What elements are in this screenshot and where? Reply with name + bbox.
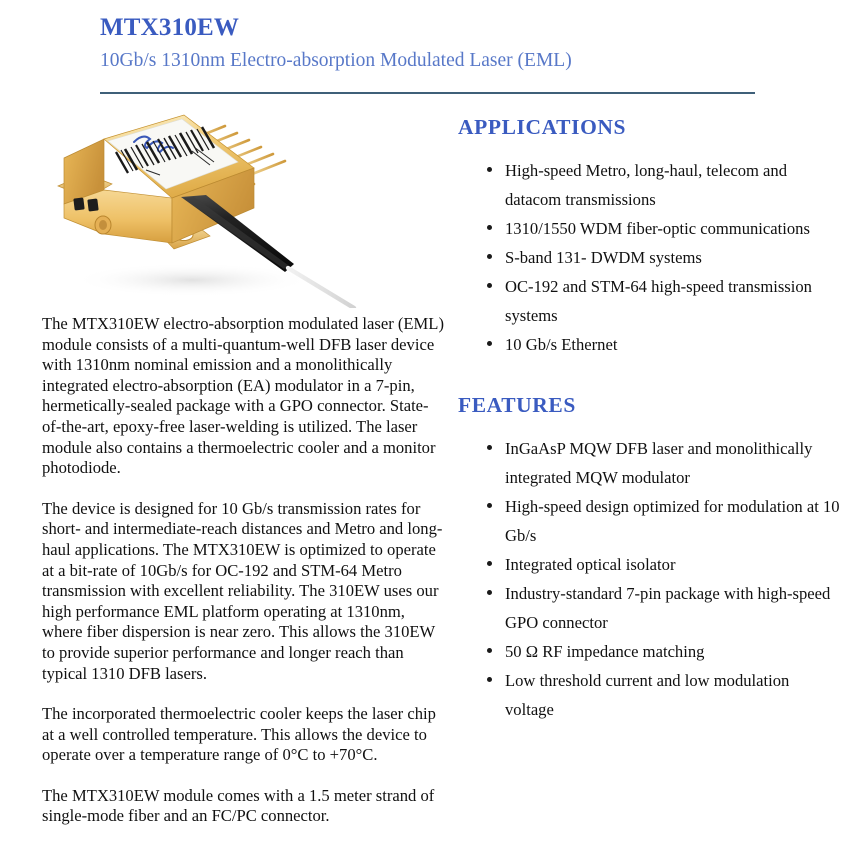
list-item-label: Integrated optical isolator	[505, 555, 676, 574]
list-item	[458, 666, 840, 724]
bullet-icon	[487, 225, 492, 230]
bullet-icon	[487, 503, 492, 508]
features-section	[458, 393, 840, 724]
laser-module-illustration	[42, 112, 382, 308]
body-paragraph: The incorporated thermoelectric cooler keeps the laser chip at a well controlled temperature. This allows the device to operate over a temperature range of 0°C to +70°C.	[42, 704, 436, 765]
bullet-icon	[487, 167, 492, 172]
list-item-label: High-speed design optimized for modulation at 10 Gb/s	[505, 497, 840, 545]
page-subtitle: 10Gb/s 1310nm Electro-absorption Modulated Laser (EML)	[100, 49, 572, 71]
bullet-icon	[487, 341, 492, 346]
right-column	[458, 115, 840, 724]
bullet-icon	[487, 445, 492, 450]
bullet-icon	[487, 590, 492, 595]
applications-list	[458, 156, 840, 359]
bullet-icon	[487, 648, 492, 653]
list-item	[458, 243, 840, 272]
document-header	[100, 14, 760, 73]
bullet-icon	[487, 283, 492, 288]
photo-shadow	[72, 263, 312, 297]
product-photo	[42, 112, 382, 308]
connector-pad-right	[87, 198, 98, 211]
list-item-label: High-speed Metro, long-haul, telecom and datacom transmissions	[505, 161, 788, 209]
bullet-icon	[487, 677, 492, 682]
body-paragraph: The MTX310EW module comes with a 1.5 meter strand of single-mode fiber and an FC/PC connector.	[42, 785, 435, 826]
list-item	[458, 579, 840, 637]
body-paragraph: The MTX310EW electro-absorption modulated laser (EML) module consists of a multi-quantum-well DFB laser device with 1310nm nominal emission and a monolithically integrated electro-absorption (EA) modulator in a 7-pin, hermetically-sealed package with a GPO connector. State-of-the-art, epoxy-free laser-welding is utilized. The laser module also contains a thermoelectric cooler and a monitor photodiode.	[42, 314, 444, 478]
list-item	[458, 434, 840, 492]
bullet-icon	[487, 561, 492, 566]
list-item-label: 50 Ω RF impedance matching	[505, 642, 705, 661]
list-item-label: Low threshold current and low modulation voltage	[505, 671, 790, 719]
list-item	[458, 330, 840, 359]
fiber-pigtail	[288, 268, 354, 308]
list-item	[458, 272, 840, 330]
list-item-label: S-band 131- DWDM systems	[505, 248, 702, 267]
list-item-label: 10 Gb/s Ethernet	[505, 335, 618, 354]
list-item	[458, 637, 840, 666]
list-item-label: 1310/1550 WDM fiber-optic communications	[505, 219, 810, 238]
gpo-connector-bore	[99, 220, 107, 230]
page-title: MTX310EW	[100, 14, 240, 41]
features-heading: FEATURES	[458, 393, 576, 417]
list-item	[458, 550, 840, 579]
list-item	[458, 214, 840, 243]
header-divider	[100, 92, 755, 94]
list-item-label: OC-192 and STM-64 high-speed transmission systems	[505, 277, 812, 325]
list-item	[458, 156, 840, 214]
applications-section	[458, 115, 840, 359]
body-paragraph: The device is designed for 10 Gb/s transmission rates for short- and intermediate-reach distances and Metro and long-haul applications. The MTX310EW is optimized to operate at a bit-rate of 10Gb/s for OC-192 and STM-64 Metro transmission with excellent reliability. The 310EW uses our high performance EML platform operating at 1310nm, where fiber dispersion is near zero. This allows the 310EW to provide superior performance and longer reach than typical 1310 DFB lasers.	[42, 498, 443, 683]
connector-pad-left	[73, 197, 84, 210]
list-item	[458, 492, 840, 550]
features-list	[458, 434, 840, 724]
list-item-label: Industry-standard 7-pin package with high-speed GPO connector	[505, 584, 831, 632]
bullet-icon	[487, 254, 492, 259]
applications-heading: APPLICATIONS	[458, 115, 627, 139]
list-item-label: InGaAsP MQW DFB laser and monolithically integrated MQW modulator	[505, 439, 813, 487]
left-column	[42, 112, 446, 827]
